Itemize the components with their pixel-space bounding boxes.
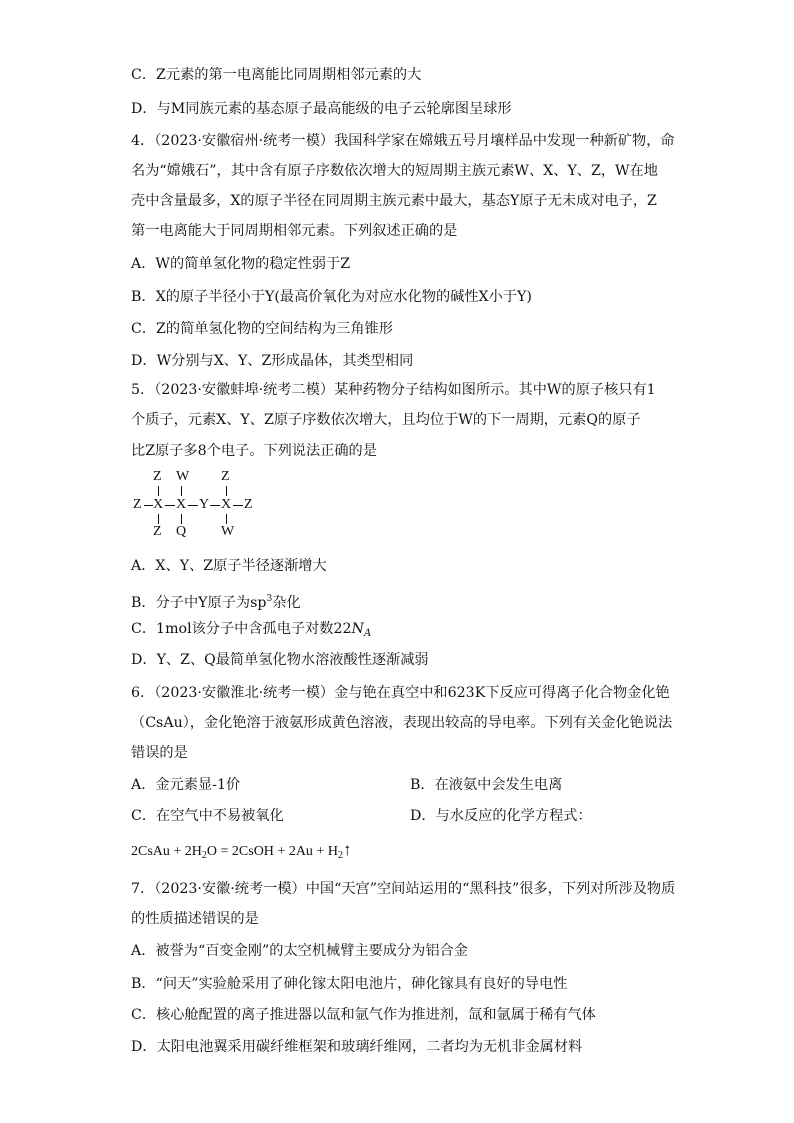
q4-option-b: B．X的原子半径小于Y(最高价氧化为对应水化物的碱性X小于Y) xyxy=(131,289,532,305)
atom-mid-x3: X xyxy=(221,497,232,512)
q5-option-b xyxy=(131,589,301,613)
q4-option-d: D．W分别与X、Y、Z形成晶体，其类型相同 xyxy=(131,353,414,369)
atom-bot-q: Q xyxy=(176,524,187,539)
q5-option-a: A．X、Y、Z原子半径逐渐增大 xyxy=(131,558,327,574)
bond-mid-1 xyxy=(144,505,153,506)
atom-mid-x2: X xyxy=(176,497,187,512)
q3-option-c: C．Z元素的第一电离能比同周期相邻元素的大 xyxy=(131,67,422,83)
q6-chemical-equation xyxy=(131,840,351,861)
q6-option-a: A．金元素显-1价 xyxy=(131,777,241,793)
atom-mid-x1: X xyxy=(153,497,164,512)
q5-stem-line-3: 比Z原子多8个电子。下列说法正确的是 xyxy=(131,443,377,459)
eq-part-a: 2CsAu + 2H xyxy=(131,844,202,859)
q5-option-c-avogadro: N xyxy=(351,621,364,637)
q5-stem-line-2: 个质子，元素X、Y、Z原子序数依次增大，且均位于W的下一周期，元素Q的原子 xyxy=(131,412,641,428)
q5-option-b-text: B．分子中Y原子为sp xyxy=(131,595,267,611)
q3-option-d: D．与M同族元素的基态原子最高能级的电子云轮廓图呈球形 xyxy=(131,101,512,117)
q5-option-c xyxy=(131,619,371,644)
atom-mid-y: Y xyxy=(199,497,210,512)
q5-option-d: D．Y、Z、Q最简单氢化物水溶液酸性逐渐减弱 xyxy=(131,652,429,668)
q7-option-c: C．核心舱配置的离子推进器以氙和氩气作为推进剂，氙和氩属于稀有气体 xyxy=(131,1007,596,1023)
q4-stem-line-3: 壳中含量最多，X的原子半径在同周期主族元素中最大，基态Y原子无未成对电子，Z xyxy=(131,193,657,209)
q4-stem-line-2: 名为“嫦娥石”，其中含有原子序数依次增大的短周期主族元素W、X、Y、Z，W在地 xyxy=(131,163,658,179)
q6-stem-line-1: 6．（2023·安徽淮北·统考一模）金与铯在真空中和623K下反应可得离子化合物金化铯 xyxy=(131,685,670,701)
bond-top-2 xyxy=(181,486,182,496)
atom-mid-z-right: Z xyxy=(244,497,253,512)
atom-top-w: W xyxy=(176,469,190,484)
q5-option-c-avogadro-sub: A xyxy=(363,628,372,639)
q7-stem-line-1: 7．（2023·安徽·统考一模）中国“天宫”空间站运用的“黑科技”很多，下列对所涉及物质 xyxy=(131,881,676,897)
bond-bot-1 xyxy=(158,514,159,524)
q7-stem-line-2: 的性质描述错误的是 xyxy=(131,911,259,927)
q4-stem-line-4: 第一电离能大于同周期相邻元素。下列叙述正确的是 xyxy=(131,223,458,239)
atom-top-z1: Z xyxy=(153,469,162,484)
molecular-structure-diagram xyxy=(131,470,271,540)
bond-mid-5 xyxy=(233,505,243,506)
atom-mid-z-left: Z xyxy=(133,497,142,512)
q6-stem-line-3: 错误的是 xyxy=(131,745,188,761)
q4-option-a: A．W的简单氢化物的稳定性弱于Z xyxy=(131,256,351,272)
bond-mid-4 xyxy=(210,505,220,506)
q5-option-b-superscript: 3 xyxy=(266,594,273,604)
q6-option-b: B．在液氨中会发生电离 xyxy=(410,777,563,793)
eq-sub-b: 2 xyxy=(337,850,343,861)
atom-bot-z: Z xyxy=(153,524,162,539)
q5-stem-line-1: 5．（2023·安徽蚌埠·统考二模）某种药物分子结构如图所示。其中W的原子核只有1 xyxy=(131,382,656,398)
bond-mid-2 xyxy=(165,505,175,506)
bond-top-1 xyxy=(158,486,159,496)
bond-mid-3 xyxy=(188,505,198,506)
q5-option-b-suffix: 杂化 xyxy=(272,595,301,611)
q5-option-c-text: C．1mol该分子中含孤电子对数22 xyxy=(131,621,352,637)
q7-option-d: D．太阳电池翼采用碳纤维框架和玻璃纤维网，二者均为无机非金属材料 xyxy=(131,1039,583,1055)
atom-top-z2: Z xyxy=(221,469,230,484)
bond-bot-2 xyxy=(181,514,182,524)
bond-top-3 xyxy=(226,486,227,496)
q6-option-d: D．与水反应的化学方程式： xyxy=(410,808,592,824)
q4-stem-line-1: 4．（2023·安徽宿州·统考一模）我国科学家在嫦娥五号月壤样品中发现一种新矿物，命 xyxy=(131,133,675,149)
eq-part-b: O = 2CsOH + 2Au + H xyxy=(206,844,338,859)
eq-sub-a: 2 xyxy=(201,850,207,861)
q4-option-c: C．Z的简单氢化物的空间结构为三角锥形 xyxy=(131,321,393,337)
gas-arrow-icon: ↑ xyxy=(342,840,352,859)
atom-bot-w: W xyxy=(221,524,235,539)
q6-stem-line-2: （CsAu），金化铯溶于液氨形成黄色溶液，表现出较高的导电率。下列有关金化铯说法 xyxy=(131,715,673,731)
q7-option-a: A．被誉为“百变金刚”的太空机械臂主要成分为铝合金 xyxy=(131,943,468,959)
q6-option-c: C．在空气中不易被氧化 xyxy=(131,808,284,824)
q7-option-b: B．“问天”实验舱采用了砷化镓太阳电池片，砷化镓具有良好的导电性 xyxy=(131,976,568,992)
bond-bot-3 xyxy=(226,514,227,524)
